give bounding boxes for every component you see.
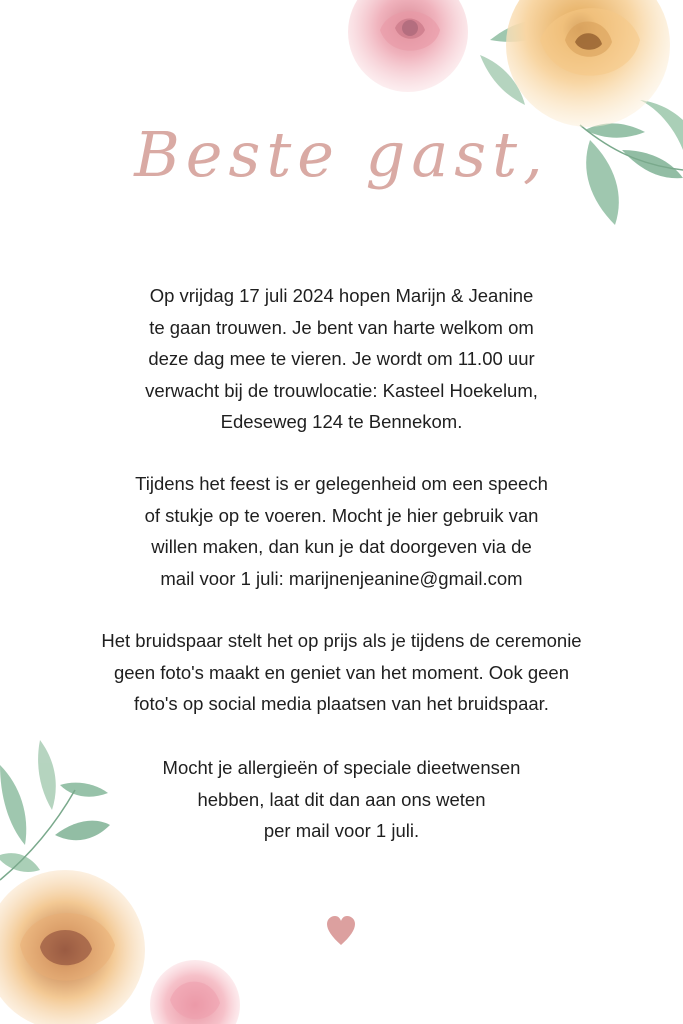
text-line: hebben, laat dit dan aan ons weten: [197, 788, 486, 810]
text-line: willen maken, dan kun je dat doorgeven via de: [151, 536, 532, 557]
text-line: Het bruidspaar stelt het op prijs als je tijdens de ceremonie: [101, 630, 582, 651]
floral-corner-bottom-left-icon: [0, 735, 250, 1024]
text-line: Edeseweg 124 te Bennekom.: [220, 411, 463, 432]
text-line: foto's op social media plaatsen van het bruidspaar.: [134, 693, 549, 714]
text-line: Mocht je allergieën of speciale dieetwensen: [162, 757, 521, 778]
heart-icon: [326, 915, 356, 947]
paragraph-speech-info: [0, 468, 683, 594]
text-line: Tijdens het feest is er gelegenheid om een speech: [135, 473, 548, 494]
text-line: geen foto's maakt en geniet van het moment. Ook geen: [113, 661, 569, 683]
paragraph-photo-policy: [0, 625, 683, 720]
text-line: of stukje op te voeren. Mocht je hier gebruik van: [144, 504, 539, 526]
text-line: per mail voor 1 juli.: [263, 820, 420, 841]
text-line: mail voor 1 juli: marijnenjeanine@gmail.com: [160, 567, 523, 589]
text-line: deze dag mee te vieren. Je wordt om 11.00 uur: [148, 348, 535, 369]
text-line: te gaan trouwen. Je bent van harte welkom om: [149, 316, 534, 338]
paragraph-wedding-details: [0, 280, 683, 438]
text-line: Op vrijdag 17 juli 2024 hopen Marijn & Jeanine: [149, 285, 534, 306]
text-line: verwacht bij de trouwlocatie: Kasteel Hoekelum,: [145, 379, 538, 401]
greeting-heading: Beste gast,: [134, 118, 549, 191]
